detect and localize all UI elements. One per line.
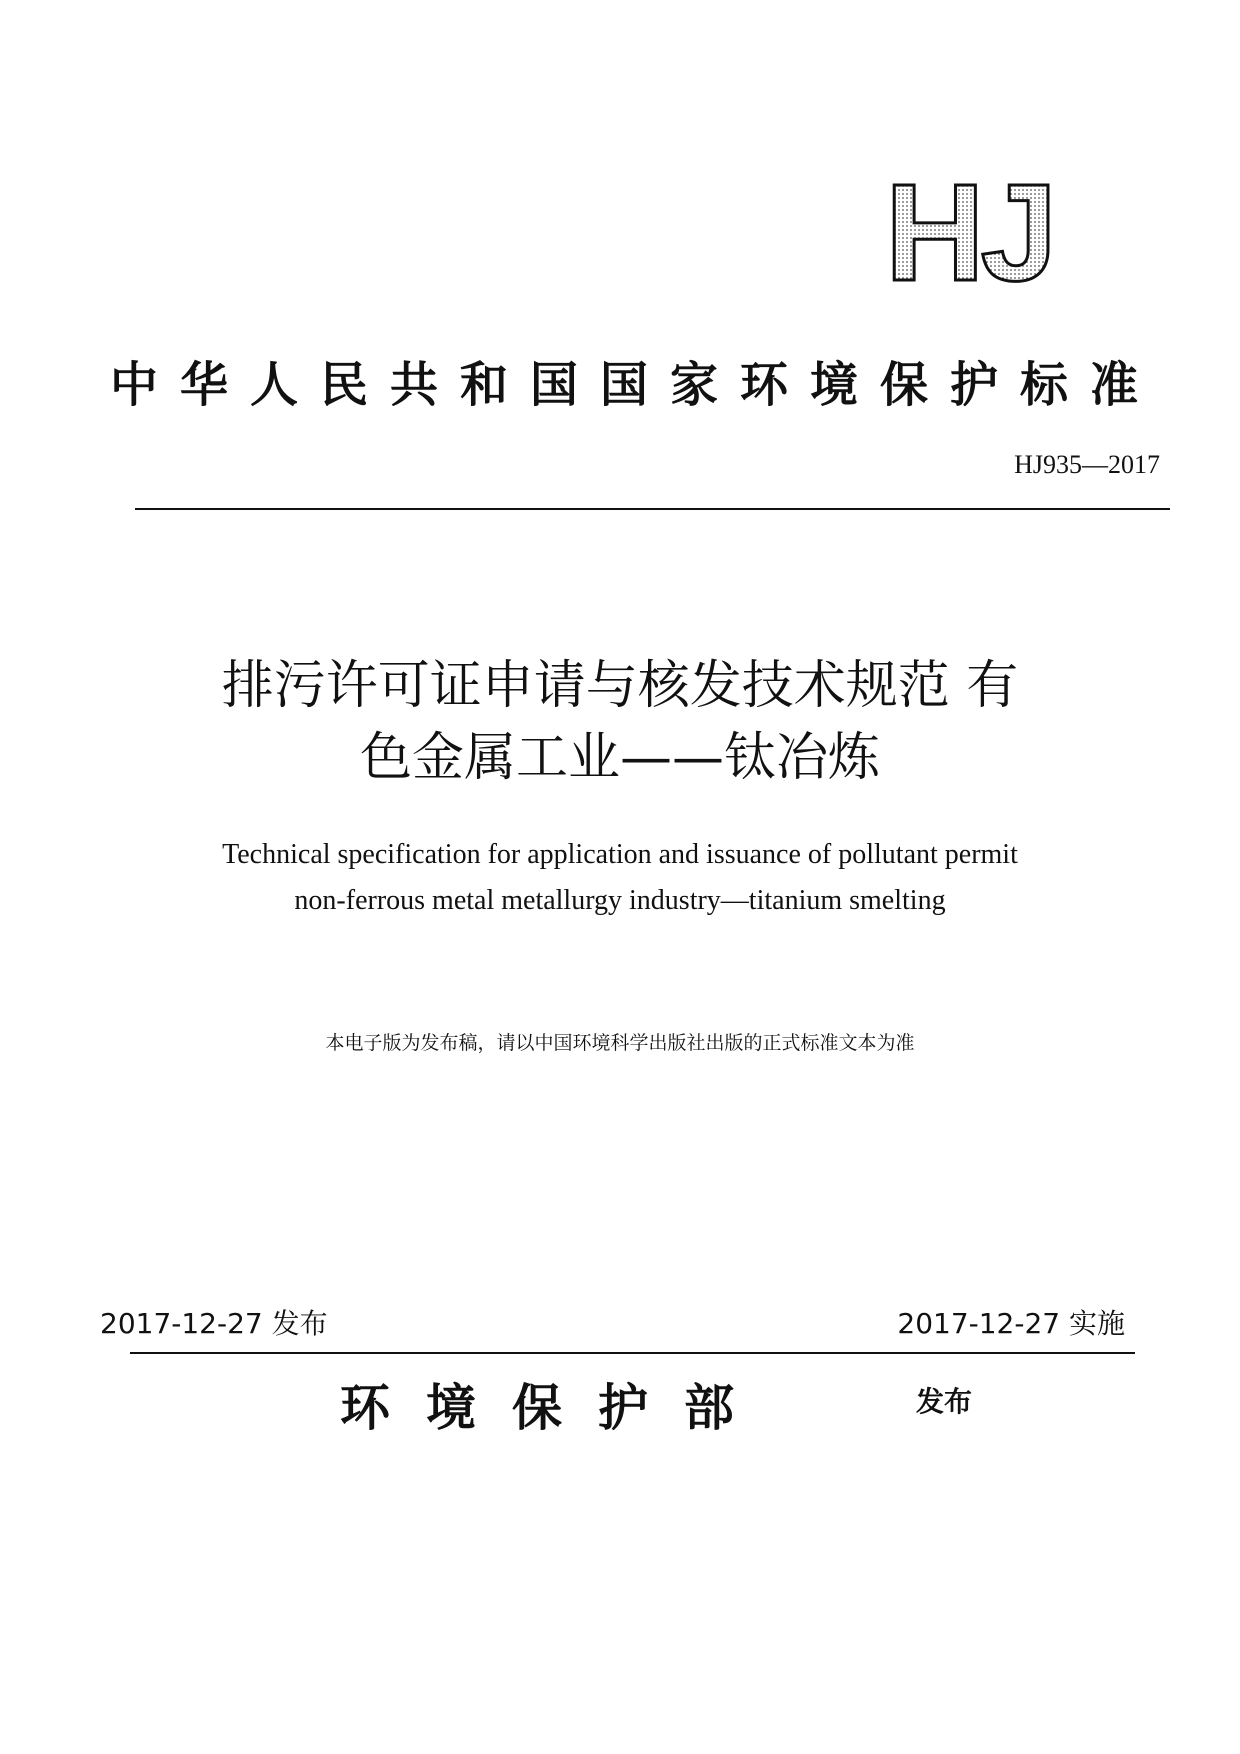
issue-label: 发布 <box>916 1385 973 1418</box>
chinese-title <box>150 650 1090 794</box>
english-title-line-1: Technical specification for application and issuance of pollutant permit <box>222 839 1018 870</box>
issuing-authority: 环境保护部 <box>340 1378 770 1437</box>
standard-code: HJ935—2017 <box>1014 450 1160 479</box>
electronic-version-notice: 本电子版为发布稿，请以中国环境科学出版社出版的正式标准文本为准 <box>325 1032 915 1054</box>
standard-type-heading: 中华人民共和国国家环境保护标准 <box>110 357 1161 413</box>
english-title-line-2: non-ferrous metal metallurgy industry—titanium smelting <box>294 885 946 916</box>
hj-logo-text: HJ <box>885 168 1054 288</box>
publish-date: 2017-12-27 发布 <box>100 1307 328 1340</box>
english-title <box>120 832 1120 924</box>
bottom-divider <box>130 1352 1135 1354</box>
hj-logo <box>885 168 1105 288</box>
chinese-title-line-2: 色金属工业——钛冶炼 <box>359 728 880 788</box>
chinese-title-line-1: 排污许可证申请与核发技术规范 有 <box>221 656 1019 716</box>
hj-logo-graphic <box>885 168 1105 288</box>
implementation-date: 2017-12-27 实施 <box>897 1307 1125 1340</box>
top-divider <box>135 508 1170 510</box>
